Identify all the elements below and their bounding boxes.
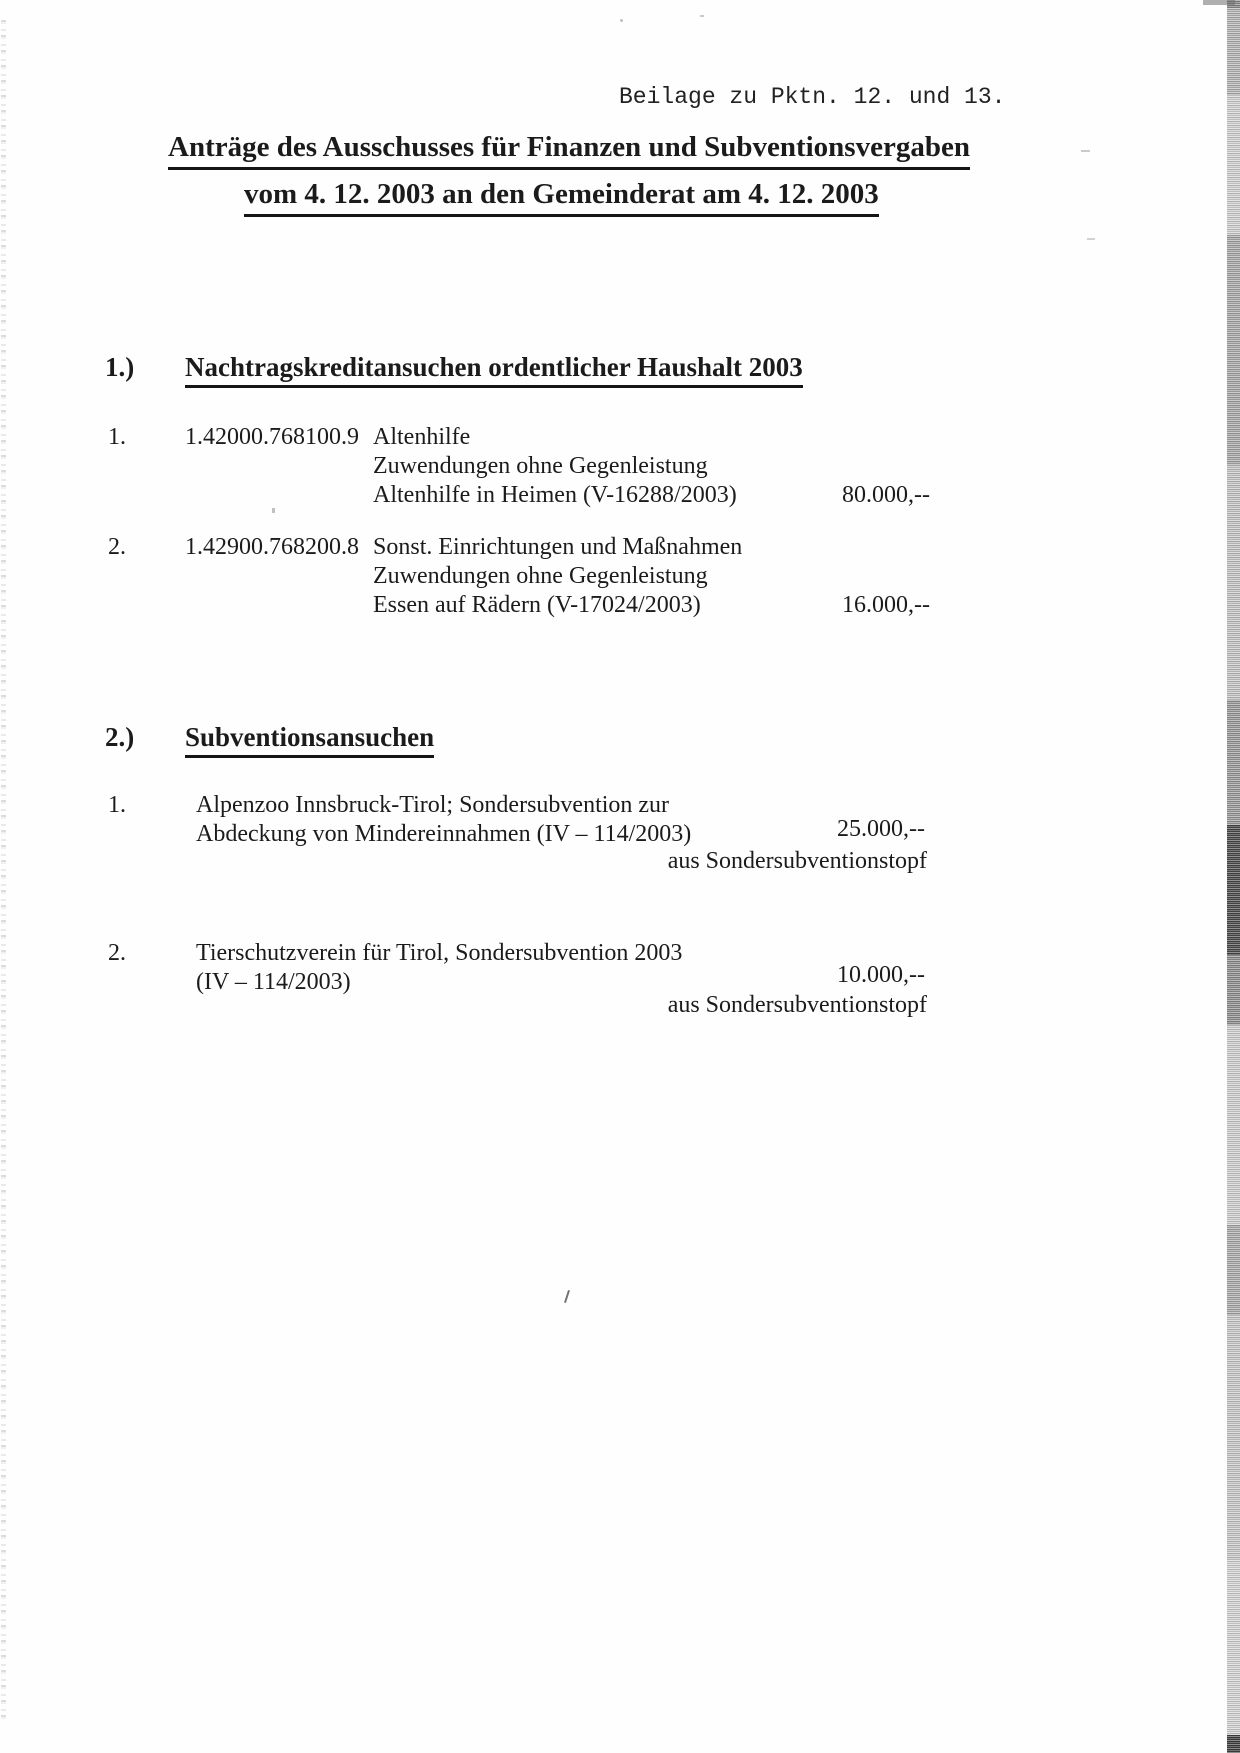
item-description-line: Altenhilfe in Heimen (V-16288/2003) xyxy=(373,482,737,508)
corner-note: Beilage zu Pktn. 12. und 13. xyxy=(619,84,1006,110)
item-description-line: (IV – 114/2003) xyxy=(196,969,351,995)
item-number: 2. xyxy=(108,940,126,966)
item-description-line: Abdeckung von Mindereinnahmen (IV – 114/2003) xyxy=(196,821,692,847)
section-2-number: 2.) xyxy=(105,722,135,752)
item-description xyxy=(196,791,691,849)
item-amount-note: aus Sondersubventionstopf xyxy=(667,992,927,1018)
item-budget-code: 1.42000.768100.9 xyxy=(185,424,359,450)
scan-speck xyxy=(1087,238,1095,240)
item-description-line: Essen auf Rädern (V-17024/2003) xyxy=(373,592,701,618)
scan-speck xyxy=(700,15,704,17)
item-number: 2. xyxy=(108,534,126,560)
item-number: 1. xyxy=(108,424,126,450)
item-amount: 16.000,-- xyxy=(842,592,930,618)
document-title-line2: vom 4. 12. 2003 an den Gemeinderat am 4. 12. 2003 xyxy=(244,179,879,217)
item-amount: 80.000,-- xyxy=(842,482,930,508)
item-amount: 25.000,-- xyxy=(837,816,925,842)
scan-speck xyxy=(1081,150,1090,152)
item-description-line: Tierschutzverein für Tirol, Sondersubvention 2003 xyxy=(196,940,683,966)
item-description xyxy=(373,533,742,620)
item-description xyxy=(196,939,682,997)
scan-speck xyxy=(272,508,275,513)
section-1-number: 1.) xyxy=(105,352,135,382)
item-amount: 10.000,-- xyxy=(837,962,925,988)
document-title-line1: Anträge des Ausschusses für Finanzen und Subventionsvergaben xyxy=(168,132,970,170)
right-scan-noise-band xyxy=(1227,0,1240,1753)
item-description-line: Alpenzoo Innsbruck-Tirol; Sondersubvention zur xyxy=(196,792,670,818)
item-amount-note: aus Sondersubventionstopf xyxy=(667,848,927,874)
item-description xyxy=(373,423,737,510)
item-description-line: Sonst. Einrichtungen und Maßnahmen xyxy=(373,534,743,560)
item-number: 1. xyxy=(108,792,126,818)
left-binding-marks xyxy=(1,20,6,1720)
item-description-line: Zuwendungen ohne Gegenleistung xyxy=(373,563,708,589)
item-budget-code: 1.42900.768200.8 xyxy=(185,534,359,560)
section-1-heading: Nachtragskreditansuchen ordentlicher Haushalt 2003 xyxy=(185,352,803,388)
stray-pen-mark xyxy=(564,1290,570,1303)
item-description-line: Altenhilfe xyxy=(373,424,471,450)
scan-speck xyxy=(1203,0,1235,5)
section-2-heading: Subventionsansuchen xyxy=(185,722,434,758)
item-description-line: Zuwendungen ohne Gegenleistung xyxy=(373,453,708,479)
scan-speck xyxy=(620,19,623,22)
